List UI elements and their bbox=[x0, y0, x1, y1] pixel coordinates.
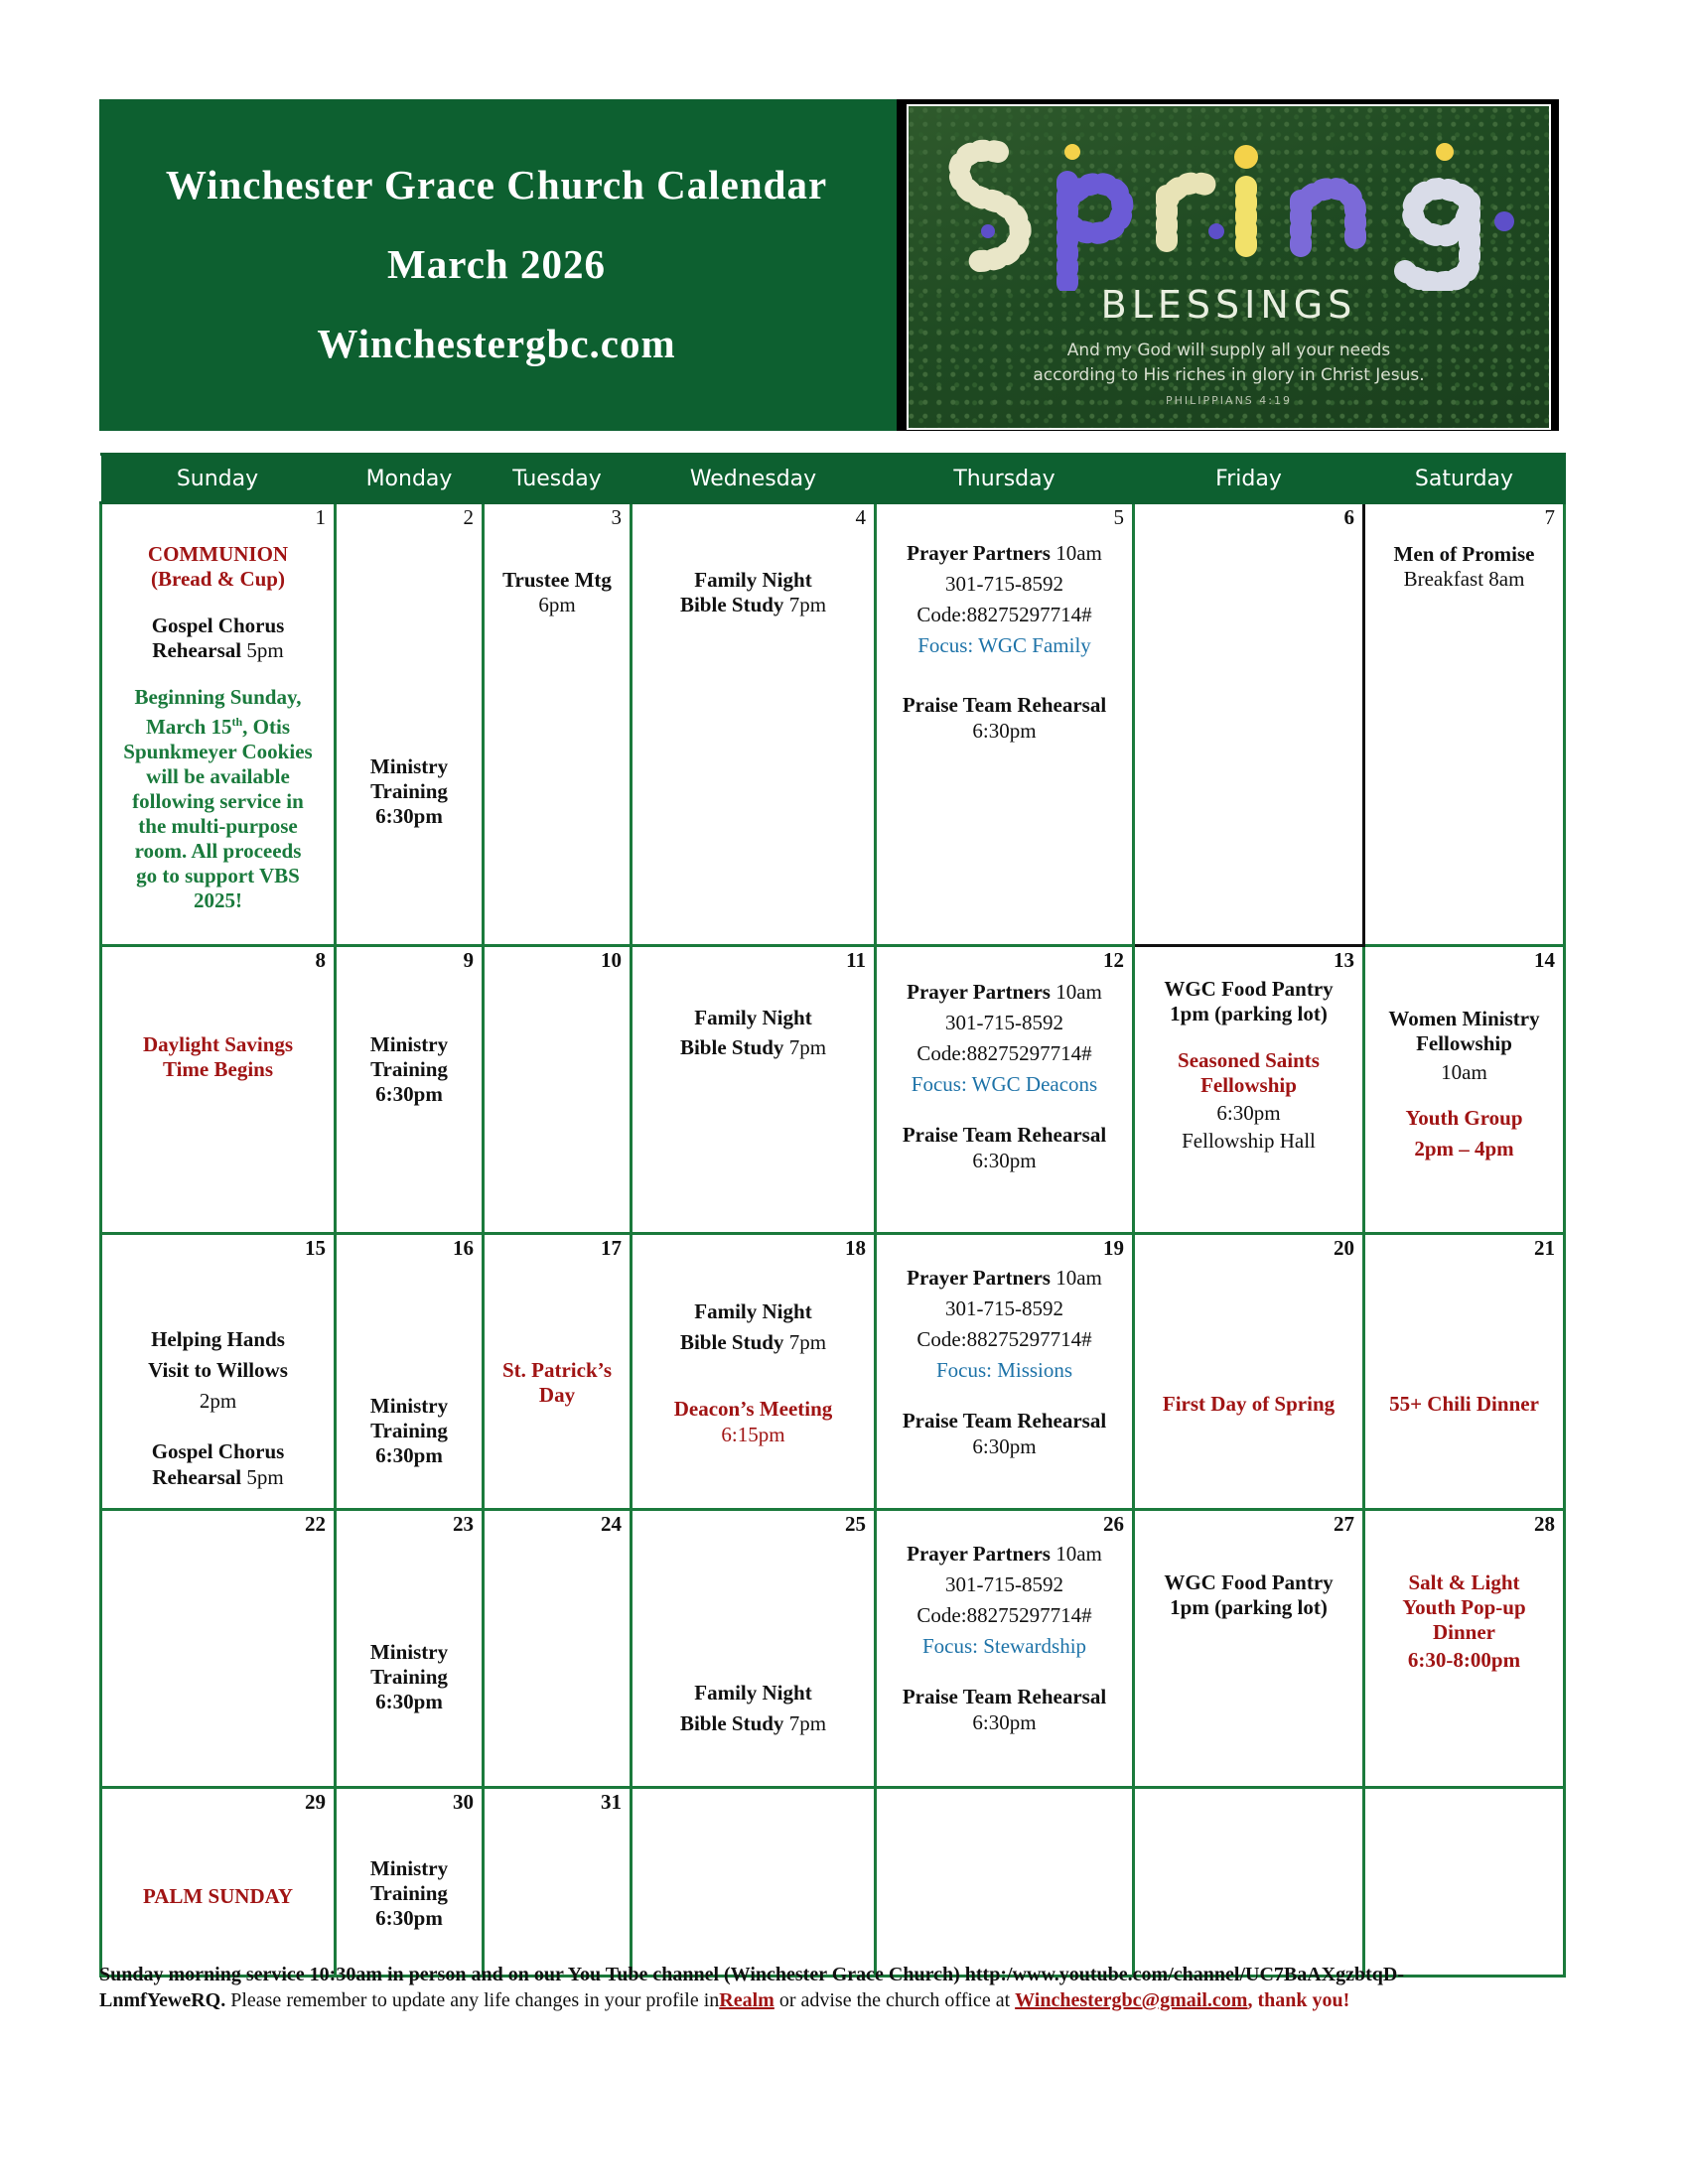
header-banner bbox=[99, 99, 1559, 431]
day-cell-23 bbox=[336, 1510, 484, 1788]
day-number: 18 bbox=[845, 1236, 866, 1260]
note-cookies: Beginning Sunday, March 15th, Otis Spunkmeyer Cookies will be available following service in the multi-purpose room. All proceeds go to support VBS 2025! bbox=[123, 685, 313, 912]
day-cell-8 bbox=[101, 946, 336, 1234]
spring-flower-lettering bbox=[928, 112, 1534, 291]
day-cell-7 bbox=[1364, 503, 1565, 946]
day-number: 26 bbox=[1103, 1512, 1124, 1536]
day-cell-27 bbox=[1134, 1510, 1364, 1788]
day-cell-10 bbox=[484, 946, 632, 1234]
event-communion-detail: (Bread & Cup) bbox=[151, 567, 285, 591]
email-link[interactable]: Winchestergbc@gmail.com bbox=[1015, 1989, 1248, 2011]
day-number: 11 bbox=[846, 948, 866, 972]
event-family-night: Family Night Bible Study 7pm Deacon’s Meeting 6:15pm bbox=[633, 1297, 874, 1447]
day-cell-3 bbox=[484, 503, 632, 946]
day-cell-14 bbox=[1364, 946, 1565, 1234]
day-number: 2 bbox=[463, 505, 474, 529]
day-cell-18 bbox=[632, 1234, 876, 1510]
event-prayer-partners: Prayer Partners 10am 301-715-8592 Code:88275297714# Focus: WGC Deacons Praise Team Rehearsal 6:30pm bbox=[902, 980, 1107, 1172]
footer-channel-id: LnmfYeweRQ. bbox=[99, 1989, 226, 2011]
calendar-grid bbox=[99, 453, 1566, 1978]
day-cell-13 bbox=[1134, 946, 1364, 1234]
day-number: 3 bbox=[611, 505, 622, 529]
day-number: 12 bbox=[1103, 948, 1124, 972]
day-number: 10 bbox=[601, 948, 622, 972]
event-prayer-partners: Prayer Partners 10am 301-715-8592 Code:88275297714# Focus: Missions Praise Team Rehearsal 6:30pm bbox=[902, 1266, 1107, 1458]
week-row bbox=[101, 1788, 1565, 1977]
day-cell-11 bbox=[632, 946, 876, 1234]
event-helping-hands: Helping Hands Visit to Willows 2pm Gospel Chorus Rehearsal 5pm bbox=[148, 1327, 288, 1489]
day-number: 21 bbox=[1534, 1236, 1555, 1260]
day-cell-30 bbox=[336, 1788, 484, 1977]
day-number: 4 bbox=[855, 505, 866, 529]
event-food-pantry: WGC Food Pantry 1pm (parking lot) Seasoned Saints Fellowship 6:30pm Fellowship Hall bbox=[1164, 977, 1334, 1153]
day-cell-22 bbox=[101, 1510, 336, 1788]
event-men-of-promise: Men of Promise Breakfast 8am bbox=[1393, 542, 1535, 591]
event-trustee-meeting: Trustee Mtg 6pm bbox=[502, 568, 612, 616]
blessings-text: BLESSINGS bbox=[1100, 283, 1357, 327]
day-cell-21 bbox=[1364, 1234, 1565, 1510]
verse-line-2: according to His riches in glory in Christ Jesus. bbox=[1033, 365, 1425, 385]
empty-cell bbox=[1364, 1788, 1565, 1977]
day-cell-15 bbox=[101, 1234, 336, 1510]
week-row bbox=[101, 946, 1565, 1234]
day-number: 14 bbox=[1534, 948, 1555, 972]
footer-advise: or advise the church office at bbox=[774, 1989, 1016, 2011]
day-cell-19 bbox=[876, 1234, 1134, 1510]
event-ministry-training: Ministry Training 6:30pm bbox=[369, 1394, 449, 1467]
footer-note bbox=[99, 1962, 1589, 2013]
day-number: 29 bbox=[305, 1790, 326, 1814]
day-cell-17 bbox=[484, 1234, 632, 1510]
day-cell-1 bbox=[101, 503, 336, 946]
week-row bbox=[101, 503, 1565, 946]
weekday-saturday: Saturday bbox=[1364, 455, 1565, 503]
day-number: 25 bbox=[845, 1512, 866, 1536]
calendar-month: March 2026 bbox=[387, 241, 606, 287]
empty-cell bbox=[1134, 1788, 1364, 1977]
day-number: 17 bbox=[601, 1236, 622, 1260]
day-cell-9 bbox=[336, 946, 484, 1234]
event-prayer-partners: Prayer Partners 10am 301-715-8592 Code:88275297714# Focus: Stewardship Praise Team Rehearsal 6:30pm bbox=[902, 1542, 1107, 1734]
day-number: 28 bbox=[1534, 1512, 1555, 1536]
day-number: 5 bbox=[1113, 505, 1124, 529]
day-cell-6 bbox=[1134, 503, 1364, 946]
day-cell-29 bbox=[101, 1788, 336, 1977]
day-cell-5 bbox=[876, 503, 1134, 946]
footer-service-info: Sunday morning service 10:30am in person and on our You Tube channel (Winchester Grace Church) http:/www.youtube.com/channel/UC7BaAXgzbtqD- bbox=[99, 1964, 1405, 1985]
spring-blessings-image bbox=[897, 99, 1559, 431]
event-prayer-partners: Prayer Partners 10am 301-715-8592 Code:88275297714# Focus: WGC Family Praise Team Rehearsal 6:30pm bbox=[902, 541, 1107, 743]
verse-line-1: And my God will supply all your needs bbox=[1066, 341, 1391, 360]
day-cell-16 bbox=[336, 1234, 484, 1510]
event-deacons-meeting: Deacon’s Meeting bbox=[673, 1397, 833, 1421]
event-time: 5pm bbox=[246, 638, 284, 662]
day-number: 23 bbox=[453, 1512, 474, 1536]
day-cell-20 bbox=[1134, 1234, 1364, 1510]
day-cell-26 bbox=[876, 1510, 1134, 1788]
calendar-title: Winchester Grace Church Calendar bbox=[165, 162, 828, 207]
weekday-sunday: Sunday bbox=[101, 455, 336, 503]
day-number: 1 bbox=[315, 505, 326, 529]
day-number: 20 bbox=[1334, 1236, 1354, 1260]
day-number: 8 bbox=[315, 948, 326, 972]
day-number: 30 bbox=[453, 1790, 474, 1814]
event-family-night: Family Night Bible Study 7pm bbox=[679, 1681, 827, 1735]
event-first-day-of-spring: First Day of Spring bbox=[1162, 1392, 1336, 1416]
event-chili-dinner: 55+ Chili Dinner bbox=[1389, 1392, 1539, 1416]
event-family-night: Family Night Bible Study 7pm bbox=[679, 1006, 827, 1059]
weekday-header-row bbox=[101, 455, 1565, 503]
event-ministry-training: Ministry Training 6:30pm bbox=[369, 1032, 449, 1106]
weekday-wednesday: Wednesday bbox=[632, 455, 876, 503]
footer-reminder: Please remember to update any life changes in your profile in bbox=[225, 1989, 720, 2011]
day-number: 27 bbox=[1334, 1512, 1354, 1536]
day-number: 24 bbox=[601, 1512, 622, 1536]
church-website: Winchestergbc.com bbox=[317, 321, 676, 366]
weekday-tuesday: Tuesday bbox=[484, 455, 632, 503]
day-number: 6 bbox=[1343, 505, 1354, 529]
day-number: 16 bbox=[453, 1236, 474, 1260]
day-number: 19 bbox=[1103, 1236, 1124, 1260]
day-cell-25 bbox=[632, 1510, 876, 1788]
event-communion: COMMUNION bbox=[147, 542, 289, 566]
event-gospel-chorus: Gospel Chorus bbox=[151, 614, 285, 637]
weekday-thursday: Thursday bbox=[876, 455, 1134, 503]
day-number: 7 bbox=[1544, 505, 1555, 529]
event-rehearsal: Rehearsal bbox=[152, 638, 242, 662]
day-cell-31 bbox=[484, 1788, 632, 1977]
day-cell-12 bbox=[876, 946, 1134, 1234]
day-number: 31 bbox=[601, 1790, 622, 1814]
event-women-ministry: Women Ministry Fellowship 10am Youth Group 2pm – 4pm bbox=[1388, 1007, 1540, 1160]
day-cell-28 bbox=[1364, 1510, 1565, 1788]
event-ministry-training: Ministry Training 6:30pm bbox=[369, 1856, 449, 1930]
realm-link[interactable]: Realm bbox=[719, 1989, 774, 2011]
empty-cell bbox=[632, 1788, 876, 1977]
event-family-night: Family Night Bible Study 7pm bbox=[679, 568, 827, 616]
header-text bbox=[99, 99, 894, 431]
day-number: 9 bbox=[463, 948, 474, 972]
event-daylight-savings: Daylight Savings Time Begins bbox=[142, 1032, 294, 1081]
event-st-patricks-day: St. Patrick’s Day bbox=[501, 1358, 613, 1407]
event-food-pantry: WGC Food Pantry 1pm (parking lot) bbox=[1164, 1570, 1334, 1619]
empty-cell bbox=[876, 1788, 1134, 1977]
day-cell-24 bbox=[484, 1510, 632, 1788]
day-number: 13 bbox=[1334, 948, 1354, 972]
week-row bbox=[101, 1510, 1565, 1788]
event-palm-sunday: PALM SUNDAY bbox=[142, 1884, 294, 1908]
footer-thanks: , thank you! bbox=[1247, 1989, 1350, 2011]
event-salt-and-light: Salt & Light Youth Pop-up Dinner 6:30-8:00pm bbox=[1402, 1570, 1526, 1672]
event-ministry-training: Ministry Training 6:30pm bbox=[369, 754, 449, 828]
day-number: 22 bbox=[305, 1512, 326, 1536]
event-ministry-training: Ministry Training 6:30pm bbox=[369, 1640, 449, 1713]
day-cell-4 bbox=[632, 503, 876, 946]
weekday-friday: Friday bbox=[1134, 455, 1364, 503]
day-cell-2 bbox=[336, 503, 484, 946]
weekday-monday: Monday bbox=[336, 455, 484, 503]
verse-reference: PHILIPPIANS 4:19 bbox=[1166, 394, 1292, 407]
day-number: 15 bbox=[305, 1236, 326, 1260]
week-row bbox=[101, 1234, 1565, 1510]
